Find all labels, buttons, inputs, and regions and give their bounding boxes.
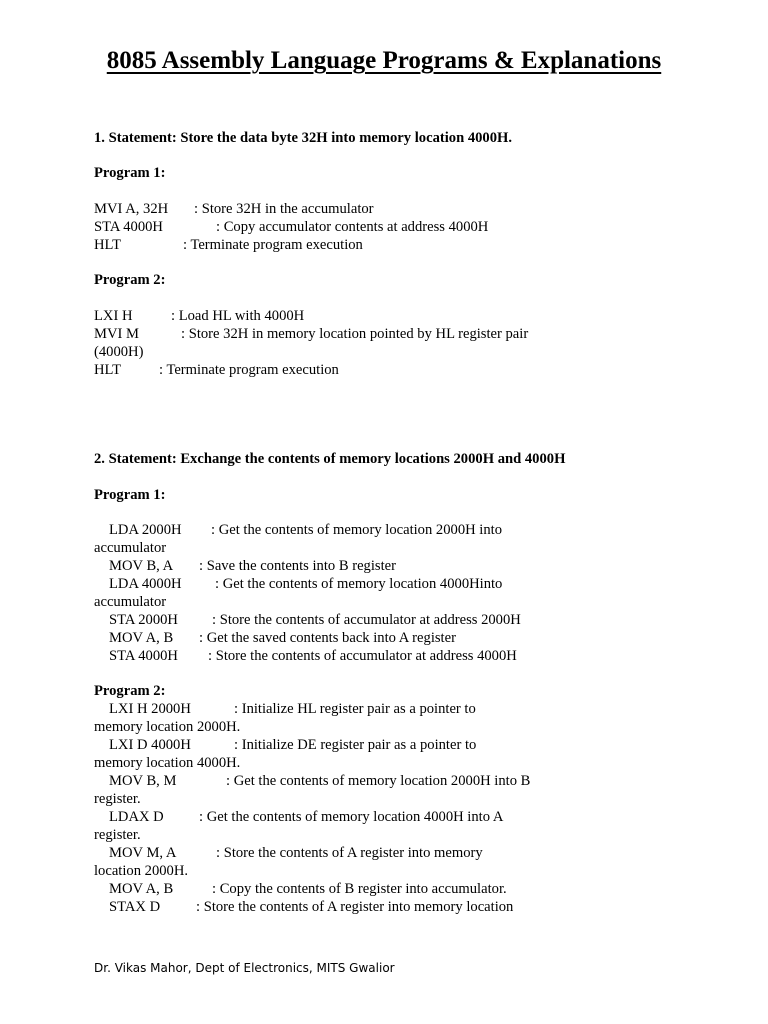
instruction: MOV A, B [109,881,174,897]
s1-program-1-code [94,200,694,254]
comment: : Store the contents of A register into memory location [196,899,514,915]
instruction: MOV B, A [109,558,174,574]
s2-program-1-label: Program 1: [94,487,166,503]
instruction: MVI A, 32H [94,201,169,217]
instruction: MOV A, B [109,630,174,646]
code-line [94,307,694,325]
page-title: 8085 Assembly Language Programs & Explanations [106,47,662,74]
comment: : Terminate program execution [159,362,339,378]
comment-continuation: memory location 4000H. [94,755,241,771]
instruction: LDA 2000H [109,522,182,538]
comment: : Store the contents of accumulator at address 4000H [208,648,517,664]
comment-continuation: accumulator [94,594,167,610]
code-line [94,880,694,898]
comment: : Copy accumulator contents at address 4000H [216,219,489,235]
code-line [94,361,694,379]
comment: : Save the contents into B register [199,558,396,574]
s2-program-1-code [94,521,694,665]
instruction: LXI H 2000H [109,701,191,717]
s2-program-2-code [94,700,694,916]
comment-continuation: location 2000H. [94,863,189,879]
instruction: STAX D [109,899,161,915]
comment: : Terminate program execution [183,237,363,253]
statement-2: 2. Statement: Exchange the contents of memory locations 2000H and 4000H [94,451,566,467]
code-line [94,898,694,916]
comment-continuation: accumulator [94,540,167,556]
comment-continuation: memory location 2000H. [94,719,241,735]
code-line [94,808,694,826]
code-line [94,736,694,754]
instruction: STA 4000H [94,219,163,235]
code-line [94,844,694,862]
page-footer: Dr. Vikas Mahor, Dept of Electronics, MITS Gwalior [94,961,395,975]
instruction: MOV M, A [109,845,177,861]
comment: : Initialize DE register pair as a pointer to [234,737,477,753]
comment: : Store the contents of accumulator at address 2000H [212,612,521,628]
code-line [94,575,694,593]
comment: : Get the saved contents back into A register [199,630,456,646]
code-line [94,629,694,647]
comment: : Initialize HL register pair as a pointer to [234,701,476,717]
code-line [94,521,694,539]
code-line [94,772,694,790]
instruction: LDA 4000H [109,576,182,592]
comment-continuation: (4000H) [94,344,144,360]
instruction: STA 4000H [109,648,178,664]
instruction: MVI M [94,326,139,342]
code-line [94,557,694,575]
code-line [94,200,694,218]
s1-program-2-code [94,307,694,379]
instruction: LXI D 4000H [109,737,191,753]
comment-continuation: register. [94,827,141,843]
instruction: LDAX D [109,809,164,825]
s1-program-2-label: Program 2: [94,272,166,288]
code-line [94,325,694,343]
code-line [94,647,694,665]
instruction: STA 2000H [109,612,178,628]
comment-continuation: register. [94,791,141,807]
instruction: HLT [94,362,122,378]
instruction: HLT [94,237,122,253]
comment: : Get the contents of memory location 2000H into [211,522,503,538]
comment: : Get the contents of memory location 4000Hinto [215,576,503,592]
s1-program-1-label: Program 1: [94,165,166,181]
comment: : Store 32H in the accumulator [194,201,374,217]
comment: : Load HL with 4000H [171,308,305,324]
instruction: LXI H [94,308,133,324]
code-line [94,611,694,629]
statement-1: 1. Statement: Store the data byte 32H into memory location 4000H. [94,130,513,146]
comment: : Store the contents of A register into memory [216,845,483,861]
code-line [94,700,694,718]
comment: : Get the contents of memory location 2000H into B [226,773,531,789]
code-line [94,218,694,236]
s2-program-2-label: Program 2: [94,683,166,699]
code-line [94,236,694,254]
comment: : Store 32H in memory location pointed by HL register pair [181,326,529,342]
instruction: MOV B, M [109,773,177,789]
comment: : Copy the contents of B register into accumulator. [212,881,507,897]
comment: : Get the contents of memory location 4000H into A [199,809,504,825]
